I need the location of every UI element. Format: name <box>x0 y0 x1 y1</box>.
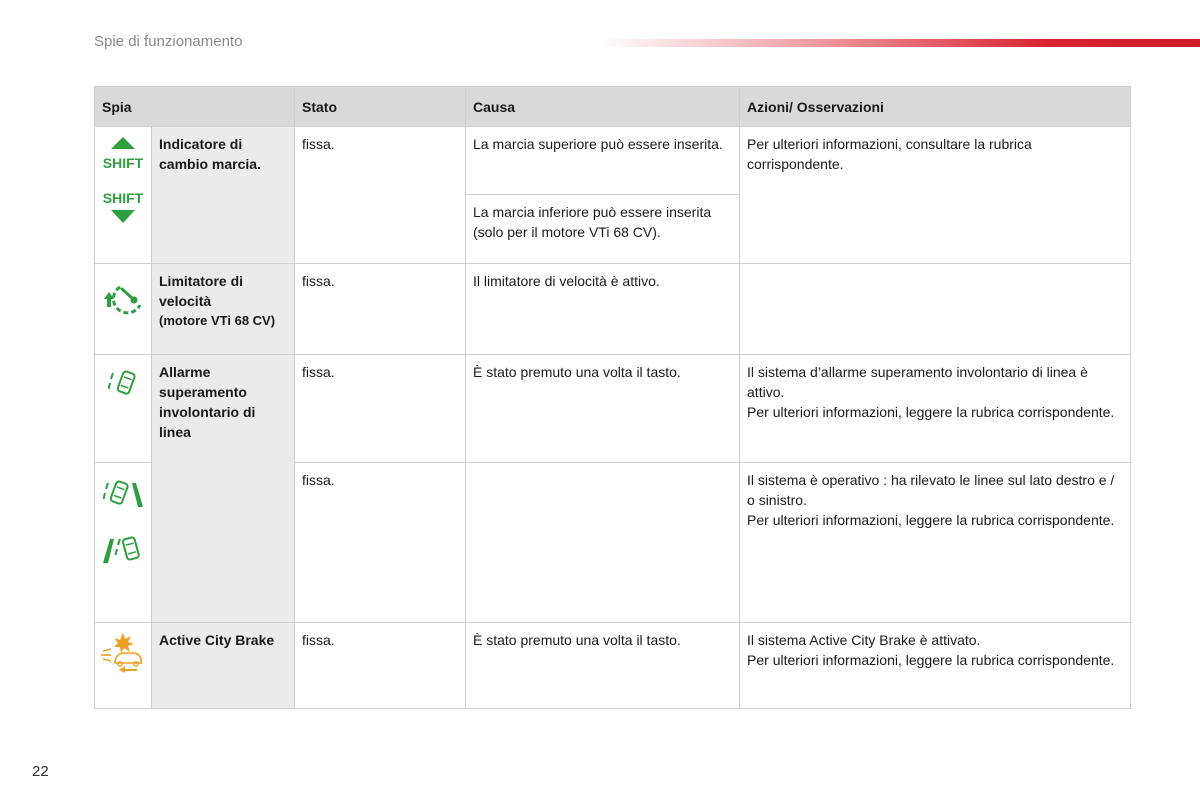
stato-cell <box>295 355 466 463</box>
shift-down-text: SHIFT <box>103 190 143 206</box>
icon-cell <box>95 127 152 264</box>
causa-cell <box>466 127 740 195</box>
azioni-cell <box>740 264 1131 355</box>
column-header-stato: Stato <box>295 87 466 127</box>
label-cell <box>152 127 295 264</box>
azioni-text: Il sistema Active City Brake è attivato. Per ulteriori informazioni, leggere la rubrica corrispondente. <box>747 632 1115 668</box>
shift-up-icon <box>103 137 143 171</box>
row-label: Allarme superamento involontario di linea <box>159 364 256 440</box>
azioni-cell <box>740 127 1131 264</box>
stato-cell <box>295 463 466 623</box>
row-label: Active City Brake <box>159 632 275 648</box>
row-label: Indicatore di cambio marcia. <box>159 136 261 172</box>
column-header-causa: Causa <box>466 87 740 127</box>
stato-cell <box>295 623 466 709</box>
causa-cell <box>466 264 740 355</box>
page-number: 22 <box>32 763 49 780</box>
causa-cell <box>466 463 740 623</box>
azioni-text: Il sistema d’allarme superamento involontario di linea è attivo. Per ulteriori informazioni, leggere la rubrica corrispondente. <box>747 364 1115 420</box>
speed-limiter-icon <box>98 279 148 319</box>
table-row <box>95 623 1131 709</box>
shift-up-text: SHIFT <box>103 155 143 171</box>
stato-text: fissa. <box>302 273 335 289</box>
causa-text: Il limitatore di velocità è attivo. <box>473 273 660 289</box>
azioni-cell <box>740 463 1131 623</box>
stato-cell <box>295 127 466 264</box>
label-cell <box>152 355 295 623</box>
warning-lights-table <box>94 86 1131 709</box>
table-header-row <box>95 87 1131 127</box>
label-cell <box>152 264 295 355</box>
icon-cell <box>95 463 152 623</box>
stato-cell <box>295 264 466 355</box>
causa-cell <box>466 195 740 264</box>
icon-cell <box>95 264 152 355</box>
row-label <box>152 264 294 339</box>
icon-cell <box>95 623 152 709</box>
stato-text: fissa. <box>302 364 335 380</box>
causa-text: La marcia inferiore può essere inserita (solo per il motore VTi 68 CV). <box>473 204 712 240</box>
causa-text <box>466 463 739 478</box>
row-label-main: Limitatore di velocità <box>159 273 244 309</box>
active-city-brake-icon <box>99 631 147 673</box>
table-row <box>95 127 1131 195</box>
azioni-cell <box>740 623 1131 709</box>
table-row <box>95 355 1131 463</box>
stato-text: fissa. <box>302 136 335 152</box>
azioni-text: Per ulteriori informazioni, consultare la rubrica corrispondente. <box>747 136 1032 172</box>
causa-text: È stato premuto una volta il tasto. <box>473 632 681 648</box>
lane-departure-left-icon <box>103 535 143 567</box>
stato-text: fissa. <box>302 472 335 488</box>
azioni-text: Il sistema è operativo : ha rilevato le linee sul lato destro e / o sinistro. Per ulteriori informazioni, leggere la rubrica corrispondente. <box>747 472 1115 528</box>
column-header-spia: Spia <box>95 87 295 127</box>
stato-text: fissa. <box>302 632 335 648</box>
azioni-cell <box>740 355 1131 463</box>
shift-indicator-icon <box>103 137 143 225</box>
causa-text: È stato premuto una volta il tasto. <box>473 364 681 380</box>
azioni-text <box>740 264 1130 279</box>
causa-cell <box>466 355 740 463</box>
shift-down-icon <box>103 190 143 223</box>
row-label-sub: (motore VTi 68 CV) <box>159 313 276 328</box>
column-header-azioni: Azioni/ Osservazioni <box>740 87 1131 127</box>
lane-departure-icon <box>108 369 138 397</box>
table-row <box>95 264 1131 355</box>
header-accent-bar <box>600 39 1200 47</box>
causa-cell <box>466 623 740 709</box>
lane-departure-right-icon <box>103 479 143 511</box>
section-title: Spie di funzionamento <box>94 33 243 50</box>
causa-text: La marcia superiore può essere inserita. <box>473 136 723 152</box>
label-cell <box>152 623 295 709</box>
icon-cell <box>95 355 152 463</box>
